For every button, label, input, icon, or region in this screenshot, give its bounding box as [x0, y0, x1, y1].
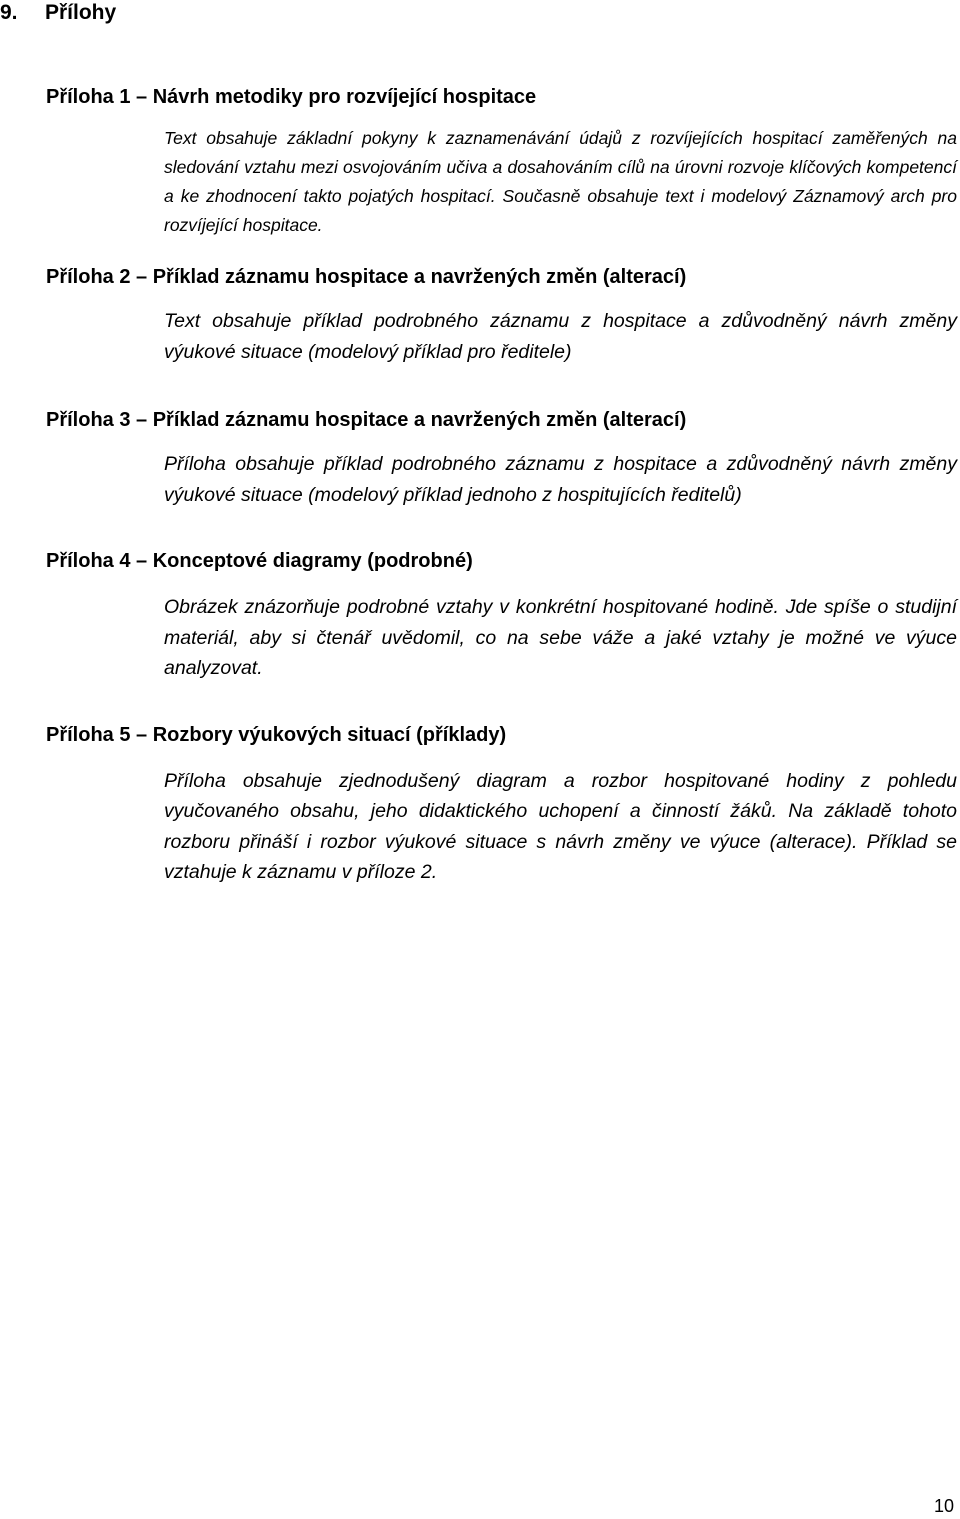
page-number: 10	[933, 1496, 954, 1516]
appendix-3-title: Příloha 3 – Příklad záznamu hospitace a navržených změn (alterací)	[46, 409, 687, 431]
appendix-1-description: Text obsahuje základní pokyny k zaznamenávání údajů z rozvíjejících hospitací zaměřených na sledování vztahu mezi osvojováním učiva a dosahováním cílů na úrovni rozvoje klíčových kompetencí a ke zhodnocení takto pojatých hospitací. Současně obsahuje text i modelový Záznamový arch pro rozvíjející hospitace.	[164, 128, 957, 235]
appendix-1	[46, 84, 957, 240]
appendix-2-title: Příloha 2 – Příklad záznamu hospitace a navržených změn (alterací)	[46, 266, 687, 288]
chapter-number: 9.	[0, 1, 18, 24]
chapter-heading	[0, 0, 116, 26]
appendix-3	[46, 407, 957, 510]
appendix-1-title: Příloha 1 – Návrh metodiky pro rozvíjející hospitace	[46, 86, 537, 108]
appendix-list	[46, 84, 957, 888]
appendix-5-title: Příloha 5 – Rozbory výukových situací (příklady)	[46, 723, 507, 746]
appendix-5	[46, 722, 957, 888]
appendix-4-title: Příloha 4 – Konceptové diagramy (podrobné)	[46, 550, 473, 572]
appendix-4	[46, 548, 957, 684]
appendix-5-description: Příloha obsahuje zjednodušený diagram a rozbor hospitované hodiny z pohledu vyučovaného obsahu, jeho didaktického uchopení a činností žáků. Na základě tohoto rozboru přináší i rozbor výukové situace s návrh změny ve výuce (alterace). Příklad se vztahuje k záznamu v příloze 2.	[164, 769, 957, 883]
chapter-title: Přílohy	[45, 1, 117, 24]
appendix-4-description: Obrázek znázorňuje podrobné vztahy v konkrétní hospitované hodině. Jde spíše o studijní materiál, aby si čtenář uvědomil, co na sebe váže a jaké vztahy je možné ve výuce analyzovat.	[164, 596, 957, 679]
appendix-3-description: Příloha obsahuje příklad podrobného záznamu z hospitace a zdůvodněný návrh změny výukové situace (modelový příklad jednoho z hospitujících ředitelů)	[164, 453, 957, 506]
appendix-2	[46, 264, 957, 367]
appendix-2-description: Text obsahuje příklad podrobného záznamu z hospitace a zdůvodněný návrh změny výukové situace (modelový příklad pro ředitele)	[164, 310, 957, 363]
